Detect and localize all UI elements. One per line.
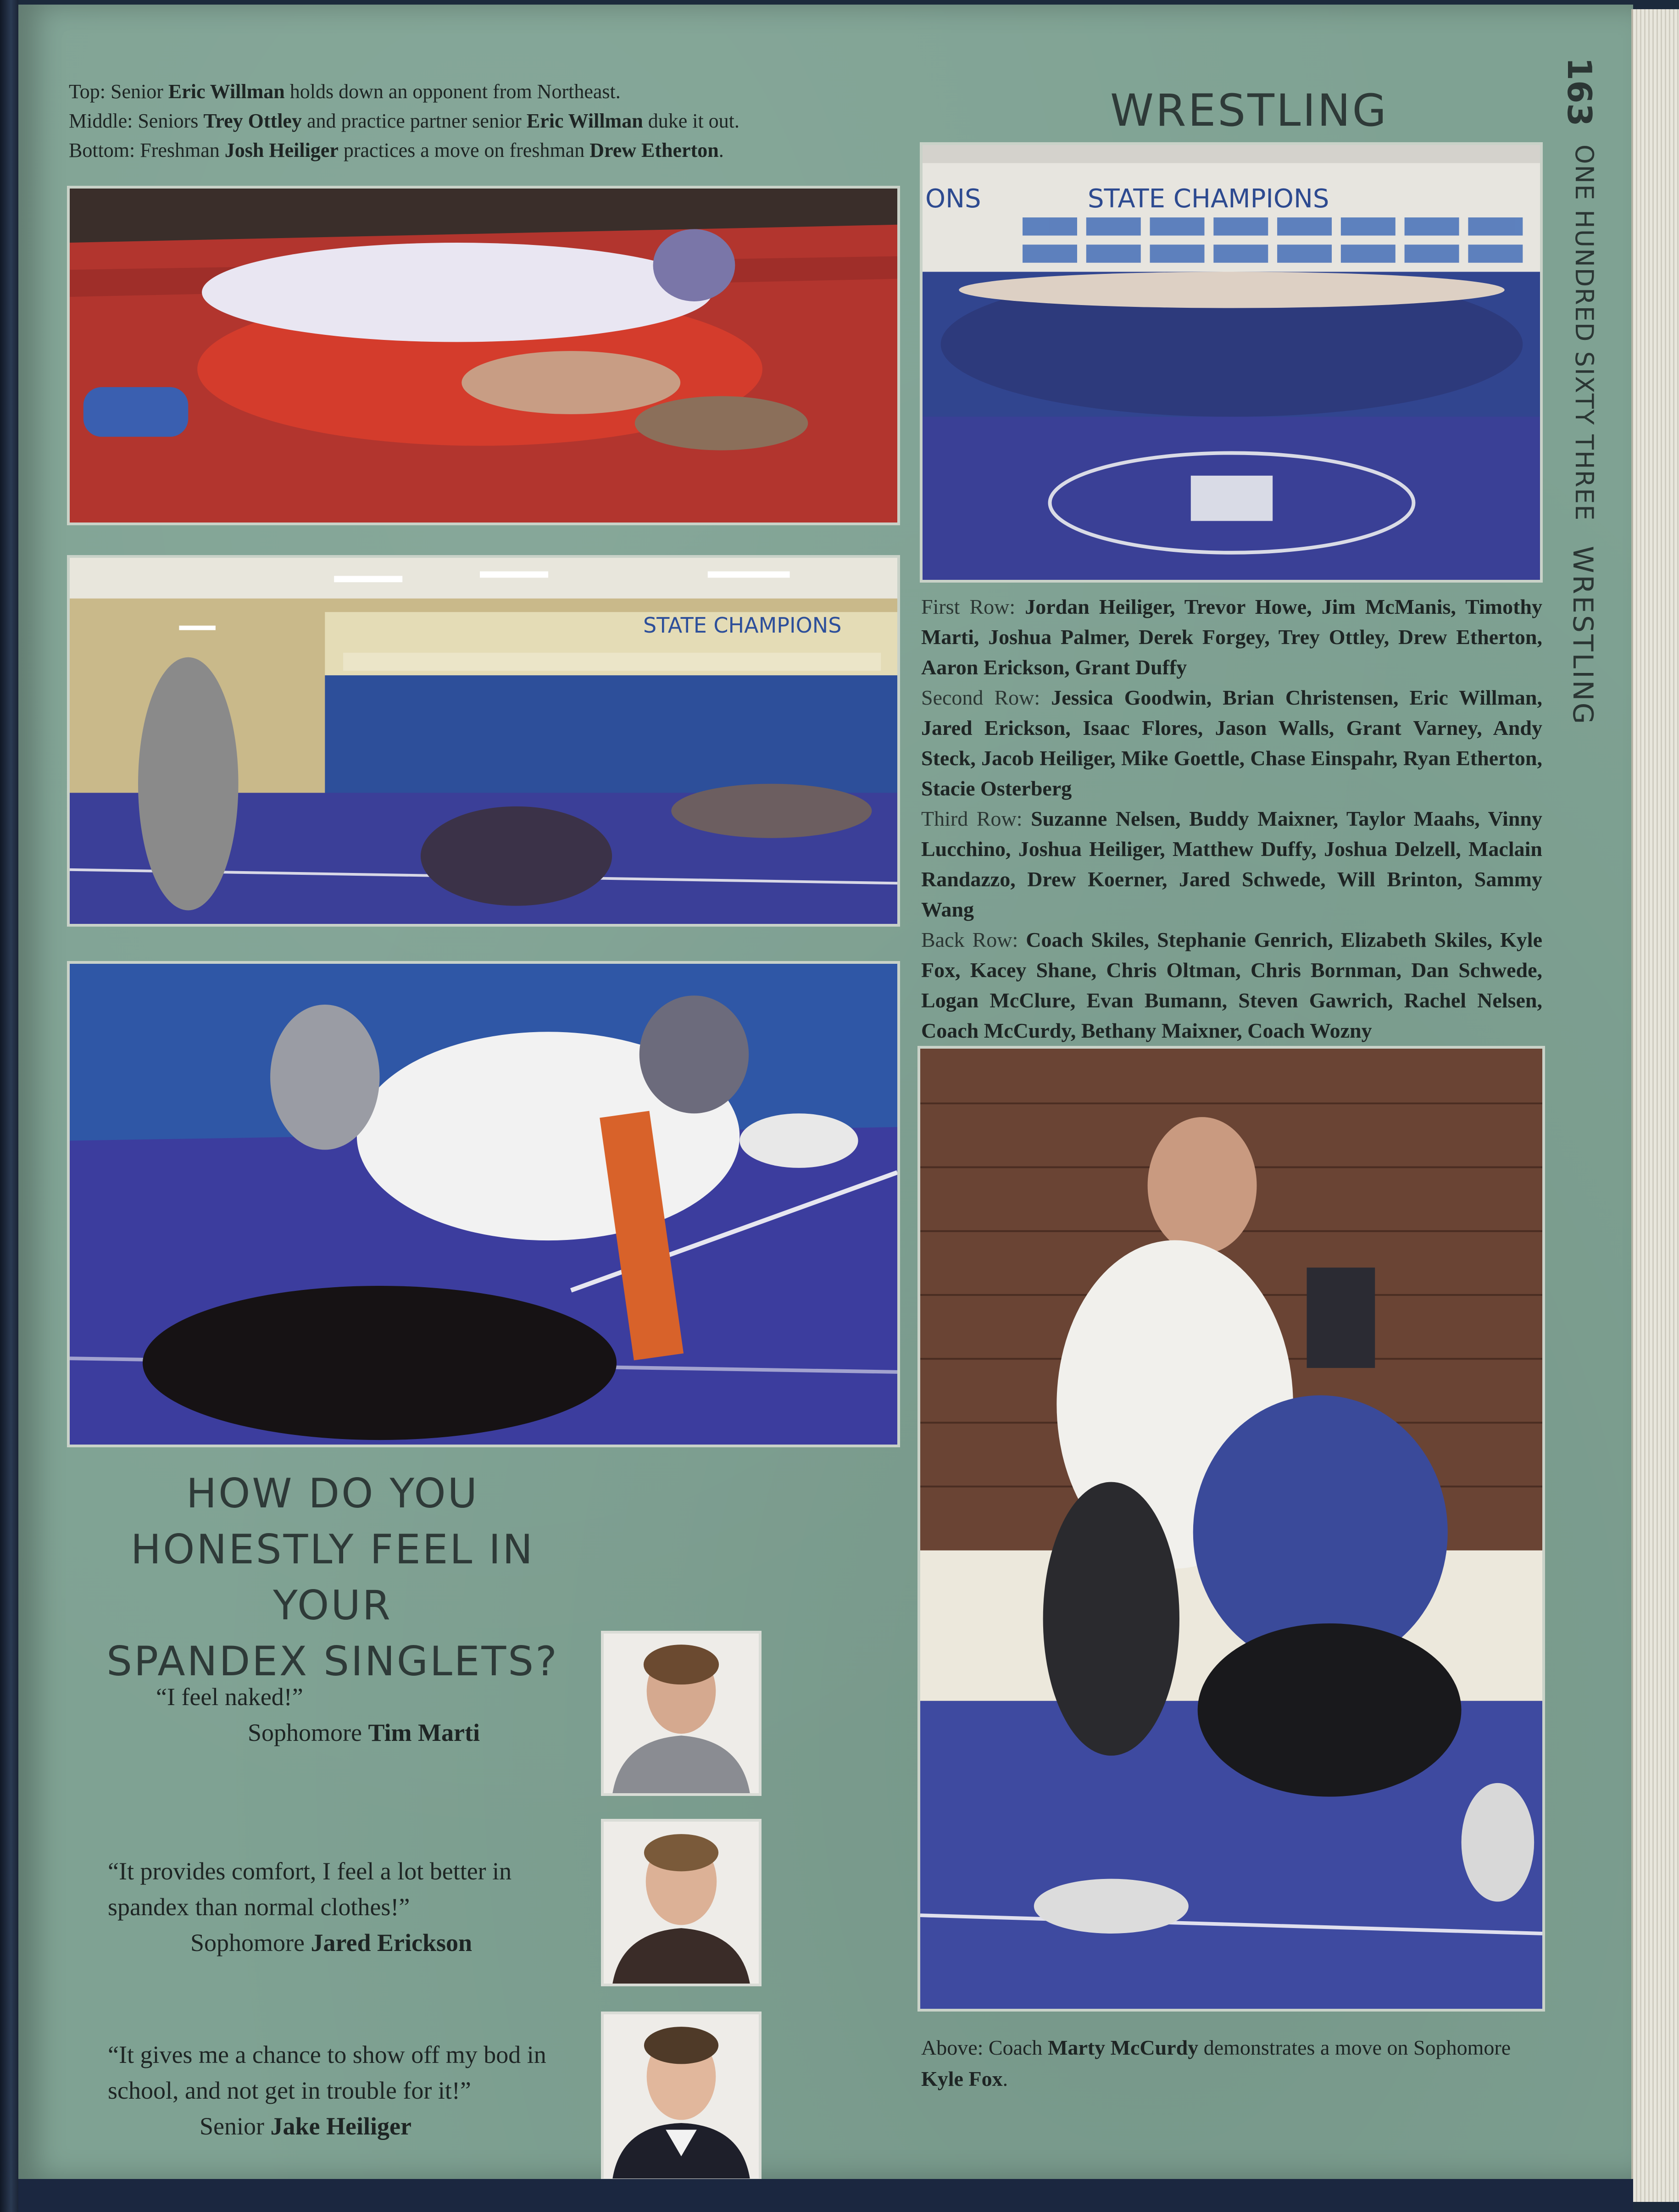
caption-top [69,77,904,106]
caption-name: Kyle Fox [921,2067,1003,2090]
coach-photo-caption [921,2032,1545,2095]
caption-text: . [718,139,724,161]
photo-coach-demo [917,1046,1545,2012]
caption-text: holds down an opponent from Northeast. [284,80,621,103]
team-roster [921,592,1542,1046]
page-number-words: ONE HUNDRED SIXTY THREE [1570,145,1599,522]
quote-prefix: Senior [200,2112,271,2140]
roster-row-names: Jessica Goodwin, Brian Christensen, Eric Willman, Jared Erickson, Isaac Flores, Jason Walls, Grant Varney, Andy Steck, Jacob Heiliger, Mike Goettle, Chase Einspahr, Ryan Etherton, Stacie Osterberg [921,686,1542,800]
yearbook-page [18,5,1633,2179]
quote-3 [108,2037,580,2144]
photo-captions [69,77,904,165]
quote-text: “It provides comfort, I feel a lot better in spandex than normal clothes!” [108,1857,512,1921]
roster-row-label: First Row: [921,595,1025,618]
section-label: WRESTLING [1567,546,1599,726]
roster-row-names: Coach Skiles, Stephanie Genrich, Elizabeth Skiles, Kyle Fox, Kacey Shane, Chris Oltman, Chris Bornman, Dan Schwede, Logan McClure, Evan Bumann, Steven Gawrich, Rachel Nelsen, Coach McCurdy, Bethany Maixner, Coach Wozny [921,928,1542,1042]
team-banner-text: STATE CHAMPIONS [1088,184,1329,214]
quote-attribution [108,2108,580,2144]
caption-label: Above: Coach [921,2036,1048,2059]
caption-label: Middle: Seniors [69,110,204,132]
roster-back-row [921,925,1542,1046]
quote-name: Tim Marti [368,1719,480,1746]
gym-banner [643,613,841,638]
portrait-1 [601,1631,762,1796]
question-heading [73,1466,592,1690]
caption-text: duke it out. [643,110,739,132]
quote-text: “I feel naked!” [156,1683,303,1711]
caption-name: Drew Etherton [589,139,719,161]
quote-2 [108,1853,580,1961]
roster-first-row [921,592,1542,683]
caption-name: Josh Heiliger [224,139,339,161]
quote-prefix: Sophomore [248,1719,368,1746]
page-edge [1631,9,1679,2202]
caption-name: Trey Ottley [203,110,302,132]
question-line: SPANDEX SINGLETS? [106,1638,559,1685]
roster-second-row [921,683,1542,804]
caption-bottom [69,136,904,165]
quote-1 [156,1679,569,1751]
caption-middle [69,106,904,136]
quote-attribution [108,1925,580,1961]
quote-name: Jake Heiliger [270,2112,411,2140]
caption-name: Eric Willman [526,110,643,132]
caption-name: Marty McCurdy [1047,2036,1199,2059]
roster-row-label: Back Row: [921,928,1026,951]
gym-banner-text: STATE CHAMPIONS [643,613,842,638]
photo-gym-practice [67,555,900,927]
question-line: HOW DO YOU [186,1470,479,1517]
quote-attribution [156,1715,569,1751]
caption-text: practices a move on freshman [338,139,590,161]
roster-third-row [921,804,1542,925]
photo-team [920,142,1543,583]
portrait-3 [601,2012,762,2181]
caption-label: Top: Senior [69,80,168,103]
roster-row-label: Third Row: [921,807,1031,830]
photo-top-match [67,186,900,525]
book-spine [0,0,18,2212]
caption-name: Eric Willman [168,80,285,103]
quote-name: Jared Erickson [311,1929,473,1956]
page-number: 163 [1560,57,1599,127]
quote-text: “It gives me a chance to show off my bod in school, and not get in trouble for it!” [108,2041,546,2104]
book-bottom-edge [18,2179,1633,2212]
photo-practice-move [67,961,900,1447]
caption-text: demonstrates a move on Sophomore [1198,2036,1511,2059]
caption-label: Bottom: Freshman [69,139,225,161]
team-banner-left: ONS [925,184,981,214]
caption-text: and practice partner senior [301,110,527,132]
roster-row-label: Second Row: [921,686,1051,709]
portrait-2 [601,1819,762,1986]
page-title: WRESTLING [1110,85,1388,136]
question-line: HONESTLY FEEL IN YOUR [130,1526,535,1629]
roster-row-names: Suzanne Nelsen, Buddy Maixner, Taylor Maahs, Vinny Lucchino, Joshua Heiliger, Matthew Duffy, Joshua Delzell, Maclain Randazzo, Drew Koerner, Jared Schwede, Will Brinton, Sammy Wang [921,807,1542,921]
roster-row-names: Jordan Heiliger, Trevor Howe, Jim McManis, Timothy Marti, Joshua Palmer, Derek Forgey, Trey Ottley, Drew Etherton, Aaron Erickson, Grant Duffy [921,595,1543,679]
caption-text: . [1002,2067,1008,2090]
quote-prefix: Sophomore [190,1929,311,1956]
